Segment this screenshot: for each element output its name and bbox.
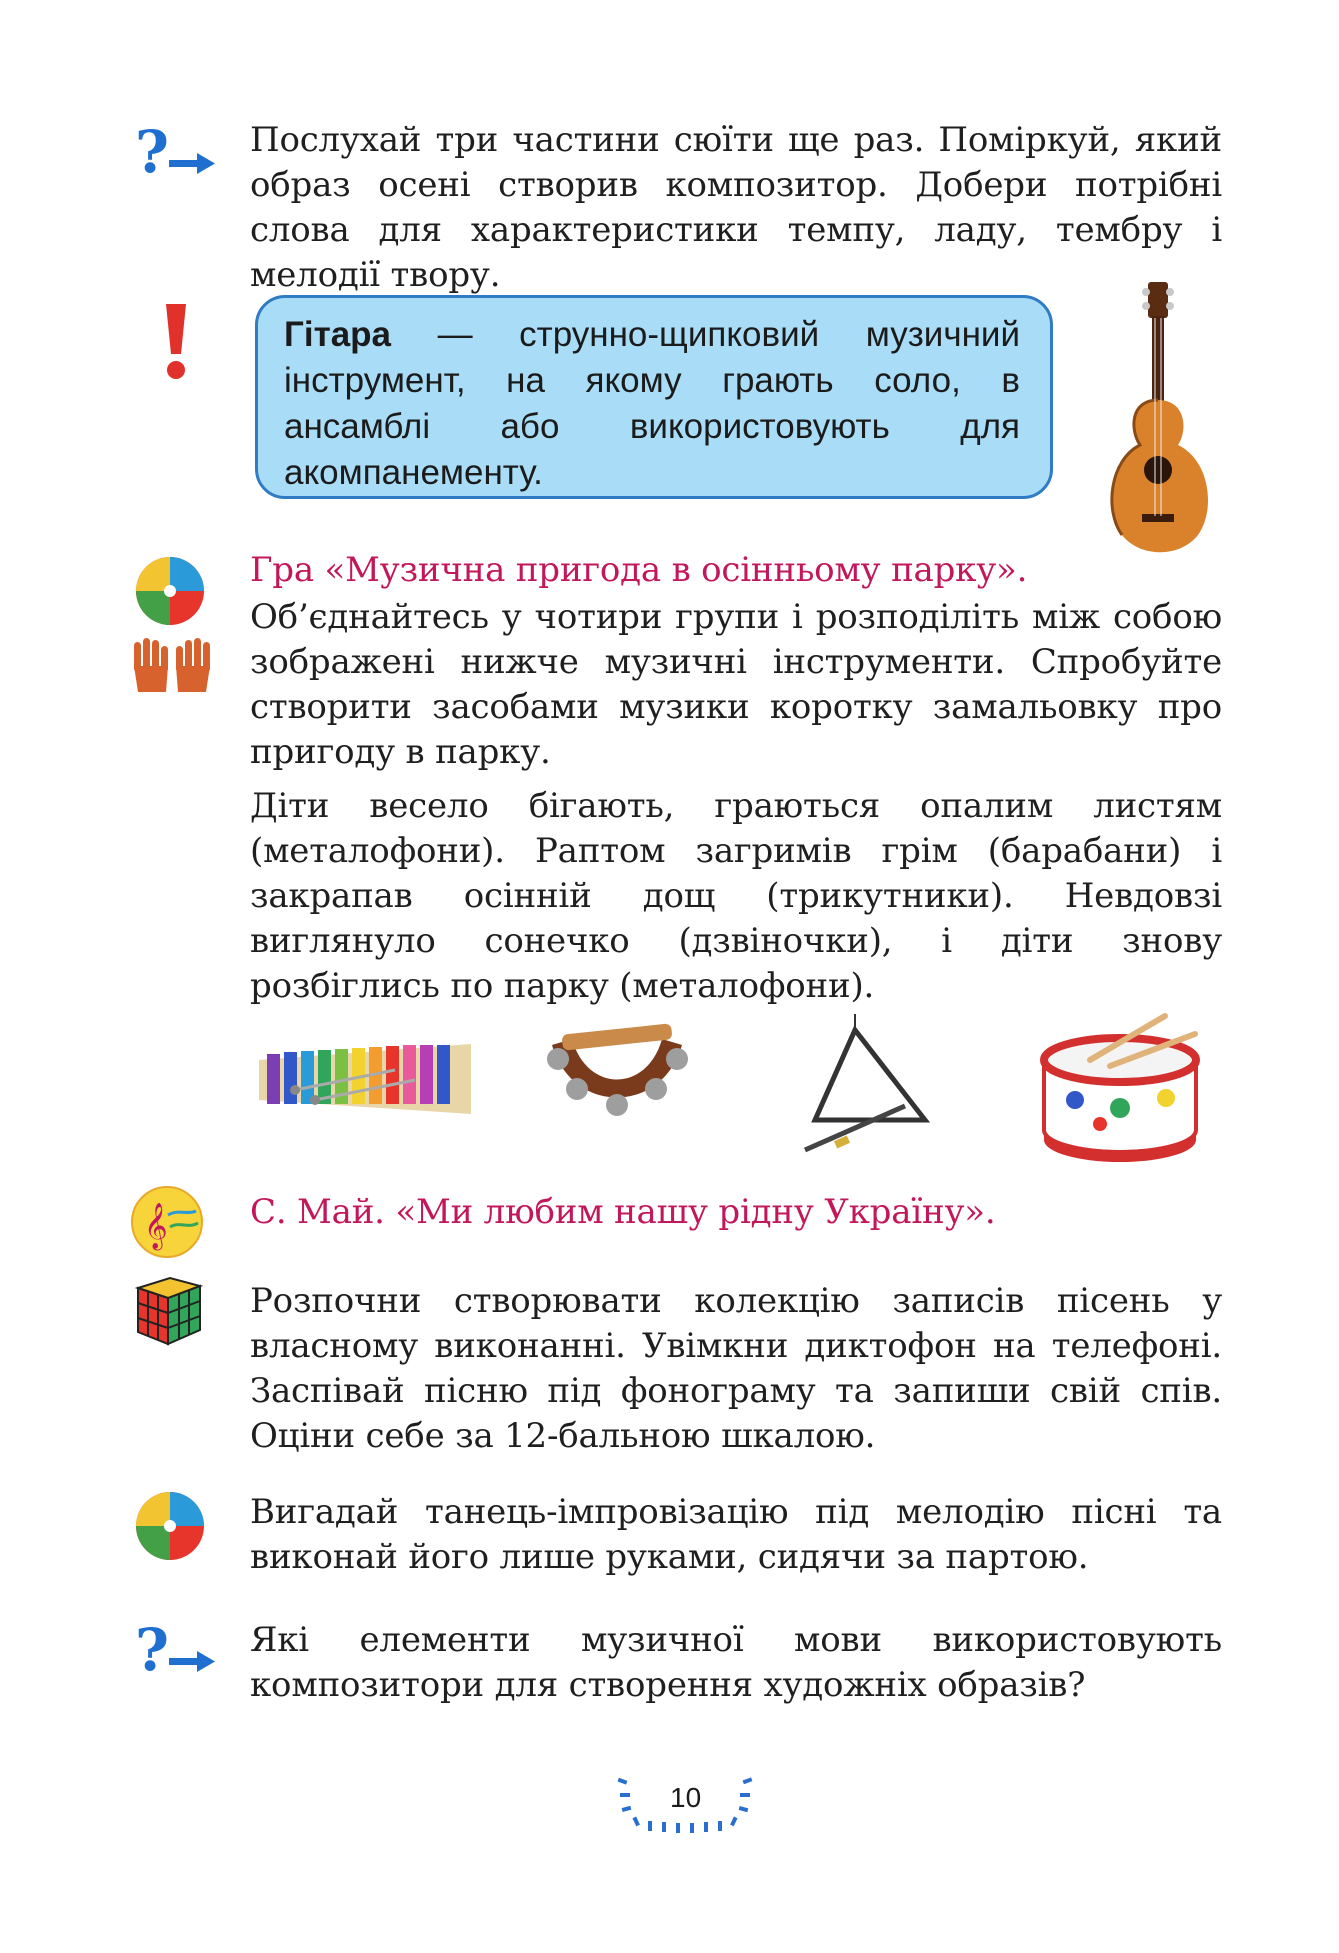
music-note-icon xyxy=(130,1185,204,1259)
exclamation-icon xyxy=(156,300,196,382)
definition-term: Гітара xyxy=(284,315,392,354)
ball-icon xyxy=(134,1490,206,1562)
dance-task-text: Вигадай танець-імпровізацію під мелодію пісні та виконай його лише руками, сидячи за партою. xyxy=(250,1492,1222,1577)
question-text-2: Які елементи музичної мови використовують композитори для створення художніх образів? xyxy=(250,1620,1222,1705)
game-paragraph-1: Об’єднайтесь у чотири групи і розподіліть між собою зображені нижче музичні інструменти. Спробуйте створити засобами музики коротку замальовку про пригоду в парку. xyxy=(250,597,1222,772)
svg-text:𝄞: 𝄞 xyxy=(144,1203,168,1249)
triangle-image xyxy=(785,1010,945,1164)
hands-icon xyxy=(130,636,214,700)
guitar-image xyxy=(1090,280,1230,564)
game-paragraph-2: Діти весело бігають, граються опалим листям (металофони). Раптом загримів грім (барабани) і закрапав осінній дощ (трикутники). Невдовзі виглянуло сонечко (дзвіночки), і діти знову розбіглись по парку (металофони). xyxy=(250,786,1222,1006)
svg-text:?: ? xyxy=(135,120,169,184)
definition-text: — струнно-щипковий музичний інструмент, на якому грають соло, в ансамблі або використовують для акомпанементу. xyxy=(284,315,1020,492)
svg-text:?: ? xyxy=(135,1618,169,1682)
jingle-bells-image xyxy=(532,1015,702,1134)
song-title: С. Май. «Ми любим нашу рідну Україну». xyxy=(250,1192,996,1232)
game-title: Гра «Музична пригода в осінньому парку». xyxy=(250,550,1028,590)
page-number: 10 xyxy=(670,1782,702,1813)
question-arrow-icon xyxy=(133,1618,217,1682)
drum-image xyxy=(1030,1000,1210,1169)
record-task-text: Розпочни створювати колекцію записів пісень у власному виконанні. Увімкни диктофон на телефоні. Заспівай пісню під фонограму та запиши свій спів. Оціни себе за 12-бальною шкалою. xyxy=(250,1281,1222,1456)
guitar-definition-box xyxy=(255,295,1053,499)
xylophone-image xyxy=(255,1030,475,1129)
question-arrow-icon xyxy=(133,120,217,184)
question-text-1: Послухай три частини сюїти ще раз. Поміркуй, який образ осені створив композитор. Добери потрібні слова для характеристики темпу, ладу, тембру і мелодії твору. xyxy=(250,120,1222,295)
ball-icon xyxy=(134,555,206,627)
rubiks-cube-icon xyxy=(130,1272,204,1348)
